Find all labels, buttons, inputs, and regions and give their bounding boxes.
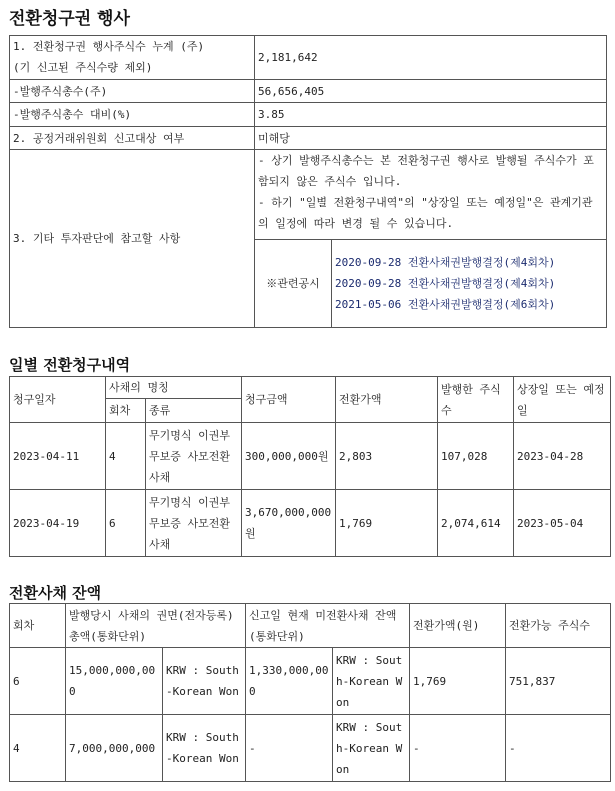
row-round: 4 (10, 715, 66, 782)
header-issued: 발행한 주식수 (438, 377, 514, 423)
table-row (10, 490, 611, 557)
row-issued-currency: KRW : South-Korean Won (163, 648, 246, 715)
row-price: 1,769 (336, 490, 438, 557)
row-convertible: - (506, 715, 611, 782)
row-issued-currency: KRW : South-Korean Won (163, 715, 246, 782)
row-price: 2,803 (336, 423, 438, 490)
row-remaining-amount: - (246, 715, 333, 782)
cumulative-row (10, 36, 607, 80)
header-price: 전환가액(원) (410, 604, 506, 648)
ratio-row (10, 103, 607, 127)
other-note-2: - 하기 "일별 전환청구내역"의 "상장일 또는 예정일"은 관계기관의 일정에 따라 변경 될 수 있습니다. (258, 196, 593, 230)
header-convertible: 전환가능 주식수 (506, 604, 611, 648)
header-bond-name: 사채의 명칭 (106, 377, 242, 399)
header-kind: 종류 (146, 399, 242, 423)
section2-title: 일별 전환청구내역 (9, 356, 131, 374)
row-issued: 107,028 (438, 423, 514, 490)
cumulative-label: 1. 전환청구권 행사주식수 누계 (주) (기 신고된 주식수량 제외) (10, 36, 255, 80)
related-label: ※관련공시 (255, 240, 332, 328)
header-remaining: 신고일 현재 미전환사채 잔액 (통화단위) (246, 604, 410, 648)
header-issued-total: 발행당시 사채의 권면(전자등록)총액(통화단위) (66, 604, 246, 648)
row-issued: 2,074,614 (438, 490, 514, 557)
table-row (10, 648, 611, 715)
row-price: - (410, 715, 506, 782)
ratio-value: 3.85 (255, 103, 607, 127)
ftc-row (10, 127, 607, 150)
total-shares-row (10, 80, 607, 103)
row-remaining-currency: KRW : South-Korean Won (333, 648, 410, 715)
ftc-label: 2. 공정거래위원회 신고대상 여부 (10, 127, 255, 150)
row-kind: 무기명식 이권부 무보증 사모전환사채 (146, 423, 242, 490)
related-link[interactable]: 2020-09-28 전환사채권발행결정(제4회차) (335, 256, 556, 269)
related-link[interactable]: 2020-09-28 전환사채권발행결정(제4회차) (335, 277, 556, 290)
section3-title: 전환사채 잔액 (9, 584, 102, 602)
row-issued-amount: 15,000,000,000 (66, 648, 163, 715)
header-date: 청구일자 (10, 377, 106, 423)
row-kind: 무기명식 이권부 무보증 사모전환사채 (146, 490, 242, 557)
row-price: 1,769 (410, 648, 506, 715)
row-issued-amount: 7,000,000,000 (66, 715, 163, 782)
other-notes-row (10, 150, 607, 240)
row-amount: 300,000,000원 (242, 423, 336, 490)
header-amount: 청구금액 (242, 377, 336, 423)
row-listing: 2023-05-04 (514, 490, 611, 557)
row-listing: 2023-04-28 (514, 423, 611, 490)
other-label: 3. 기타 투자판단에 참고할 사항 (10, 150, 255, 328)
header-price: 전환가액 (336, 377, 438, 423)
ratio-label: -발행주식총수 대비(%) (10, 103, 255, 127)
row-remaining-currency: KRW : South-Korean Won (333, 715, 410, 782)
related-list (332, 240, 607, 328)
total-shares-value: 56,656,405 (255, 80, 607, 103)
header-row (10, 604, 611, 648)
bond-balance-table (9, 603, 611, 782)
row-round: 6 (106, 490, 146, 557)
conversion-summary-table (9, 35, 607, 328)
header-row-1 (10, 377, 611, 399)
related-link[interactable]: 2021-05-06 전환사채권발행결정(제6회차) (335, 298, 556, 311)
row-date: 2023-04-19 (10, 490, 106, 557)
section1-title: 전환청구권 행사 (9, 9, 130, 29)
other-notes-cell (255, 150, 607, 240)
header-round: 회차 (10, 604, 66, 648)
table-row (10, 423, 611, 490)
header-round: 회차 (106, 399, 146, 423)
cumulative-value: 2,181,642 (255, 36, 607, 80)
row-remaining-amount: 1,330,000,000 (246, 648, 333, 715)
total-shares-label: -발행주식총수(주) (10, 80, 255, 103)
row-round: 4 (106, 423, 146, 490)
row-date: 2023-04-11 (10, 423, 106, 490)
header-listing: 상장일 또는 예정일 (514, 377, 611, 423)
other-note-1: - 상기 발행주식총수는 본 전환청구권 행사로 발행될 주식수가 포함되지 않은 주식수 입니다. (258, 154, 594, 188)
table-row (10, 715, 611, 782)
ftc-value: 미해당 (255, 127, 607, 150)
row-amount: 3,670,000,000원 (242, 490, 336, 557)
daily-conversion-table (9, 376, 611, 557)
row-convertible: 751,837 (506, 648, 611, 715)
row-round: 6 (10, 648, 66, 715)
